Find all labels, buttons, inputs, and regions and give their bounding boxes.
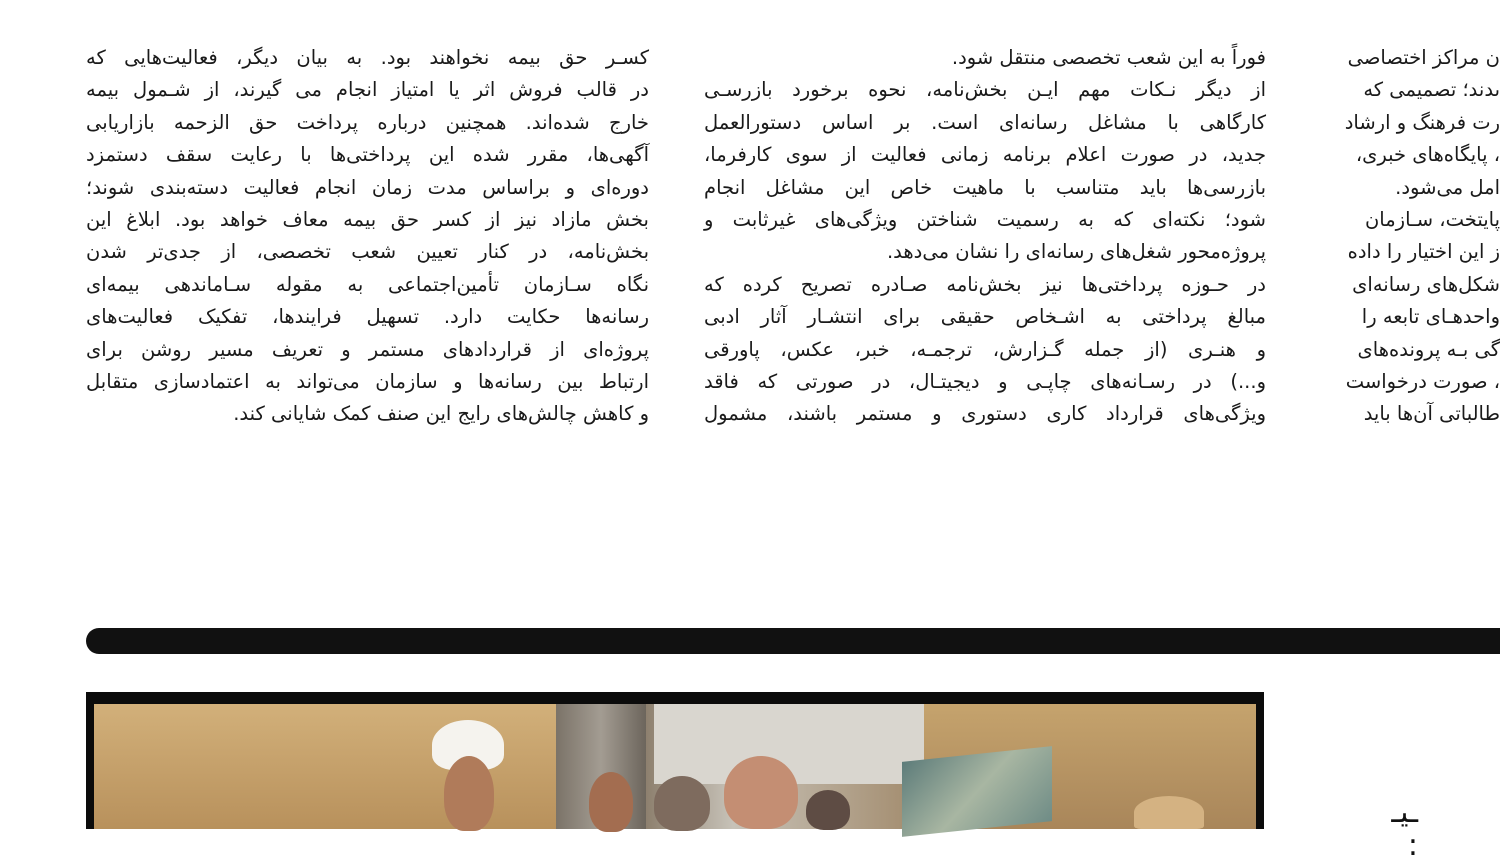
photo-person	[806, 790, 850, 830]
text-line: در قالب فروش اثر یا امتیاز انجام می گیرند، از شـمول بیمه	[86, 78, 649, 102]
text-line: آگهی‌ها، مقرر شده این پرداختی‌ها با رعایت سقف دستمزد	[86, 143, 649, 167]
article-column-middle	[704, 42, 1266, 582]
text-line: رسانه‌ها حکایت دارد. تسهیل فرایندها، تفکیک فعالیت‌های	[86, 305, 649, 329]
text-line: بخش‌نامه، در کنار تعیین شعب تخصصی، از جدی‌تر شدن	[86, 240, 649, 264]
text-line: و...) در رسـانه‌های چاپـی و دیجیتـال، در صورتی که فاقد	[704, 369, 1266, 393]
text-line: کسـر حق بیمه نخواهند بود. به بیان دیگر، فعالیت‌هایی که	[86, 46, 649, 69]
photo-person	[444, 756, 494, 831]
text-line: جدید، در صورت اعلام برنامه زمانی فعالیت از سوی کارفرما،	[704, 143, 1266, 167]
photo-person	[589, 772, 633, 832]
text-line: ىدند؛ تصمیمی که	[1363, 78, 1500, 102]
text-line: ز این اختیار را داده	[1347, 240, 1500, 264]
text-line: ، پایگاه‌های خبری،	[1355, 143, 1500, 167]
text-line: کارگاهی با مشاغل رسانه‌ای است. بر اساس دستورالعمل	[704, 110, 1266, 134]
text-line: رت فرهنگ و ارشاد	[1344, 110, 1500, 134]
text-line: امل می‌شود.	[1395, 175, 1500, 199]
text-line: پایتخت، سـازمان	[1364, 207, 1500, 231]
photo-poster	[902, 746, 1052, 837]
text-line: و هنـری (از جمله گـزارش، ترجمـه، خبر، عکس، پاورقی	[704, 337, 1266, 361]
text-line: فوراً به این شعب تخصصی منتقل شود.	[951, 46, 1266, 69]
text-line: دوره‌ای و براساس مدت زمان انجام فعالیت دسته‌بندی شوند؛	[86, 175, 649, 199]
text-line: ، صورت درخواست	[1345, 369, 1500, 393]
photo-urn	[1134, 796, 1204, 829]
text-line: نگاه سـازمان تأمین‌اجتماعی به مقوله سـاماندهی بیمه‌ای	[86, 272, 649, 296]
text-line: شود؛ نکته‌ای که به رسمیت شناختن ویژگی‌های غیرثابت و	[704, 207, 1266, 231]
photo-frame	[86, 692, 1264, 829]
photo-person	[654, 776, 710, 831]
text-line: مبالغ پرداختی به اشـخاص حقیقی برای انتشـار آثار ادبی	[704, 305, 1266, 329]
text-line: و کاهش چالش‌های رایج این صنف کمک شایانی کند.	[233, 402, 649, 426]
text-line: بخش مازاد نیز از کسر حق بیمه معاف خواهد بود. ابلاغ این	[86, 207, 649, 231]
text-line: خارج شده‌اند. همچنین درباره پرداخت حق الزحمه بازاریابی	[86, 110, 649, 134]
text-line: پروژه‌ای از قراردادهای مستمر و تعریف مسیر روشن برای	[86, 337, 649, 361]
text-line: از دیگر نـکات مهم ایـن بخش‌نامه، نحوه برخورد بازرسـی	[704, 78, 1266, 102]
text-line: ن مراکز اختصاصی	[1347, 46, 1500, 69]
text-line: واحدهـای تابعه را	[1361, 305, 1500, 329]
text-line: در حـوزه پرداختی‌ها نیز بخش‌نامه صـادره تصریح کرده که	[704, 272, 1266, 296]
article-column-left	[86, 42, 649, 582]
section-divider-bar	[86, 628, 1500, 654]
text-line: پروژه‌محور شغل‌های رسانه‌ای را نشان می‌دهد.	[886, 240, 1266, 264]
article-column-right-cropped	[1320, 42, 1500, 582]
text-line: طالباتی آن‌ها باید	[1363, 402, 1500, 426]
news-photo	[94, 704, 1256, 829]
text-line: شکل‌های رسانه‌ای	[1352, 272, 1500, 296]
text-line: بازرسی‌ها باید متناسب با ماهیت خاص این مشاغل انجام	[704, 175, 1266, 199]
cropped-heading-fragment: ـیـ :	[1391, 795, 1418, 863]
text-line: ارتباط بین رسانه‌ها و سازمان می‌تواند به اعتمادسازی متقابل	[86, 369, 649, 393]
text-line: ویژگی‌های قرارداد کاری دستوری و مستمر باشند، مشمول	[704, 402, 1266, 426]
text-line: گی بـه پرونده‌های	[1357, 337, 1500, 361]
photo-person	[724, 756, 798, 829]
